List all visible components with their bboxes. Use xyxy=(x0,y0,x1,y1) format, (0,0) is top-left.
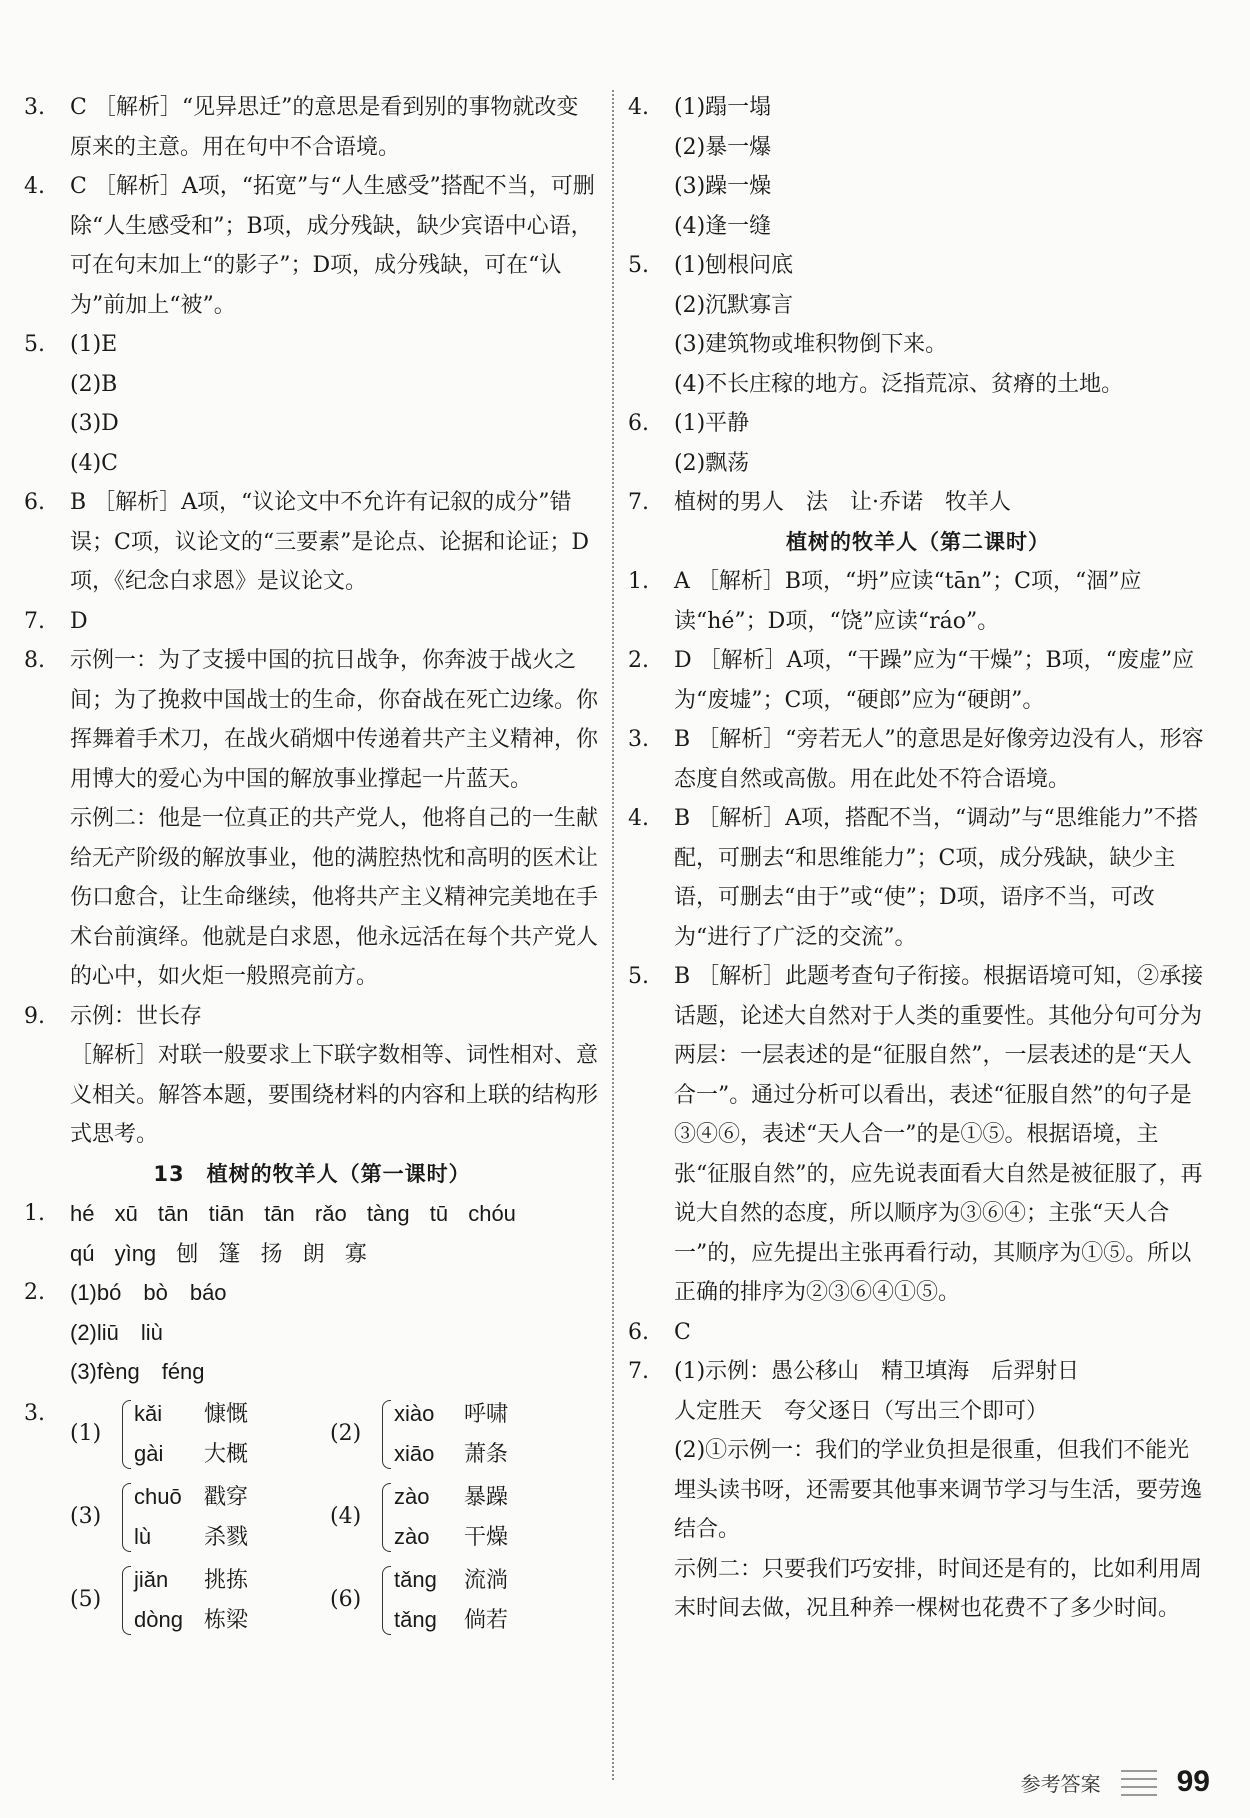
answer-text: C ［解析］A项，“拓宽”与“人生感受”搭配不当，可删除“人生感受和”；B项，成分残缺，缺少宾语中心语，可在句末加上“的影子”；D项，成分残缺，可在“认为”前加上“被”。 xyxy=(70,174,595,318)
sub-answer: (1)bó bò báo xyxy=(70,1280,227,1305)
item-number: 8. xyxy=(24,648,45,673)
pinyin-line: hé xū tān tiān tān rǎo tàng tū chóu xyxy=(70,1201,516,1226)
pinyin: zào xyxy=(394,1524,430,1549)
pinyin: xiào xyxy=(394,1400,435,1426)
answer-item xyxy=(628,246,1208,404)
item-number: 3. xyxy=(24,1400,45,1426)
answer-item xyxy=(628,562,1208,641)
sub-answer: (1)刨根问底 xyxy=(674,253,794,278)
word: 挑拣 xyxy=(204,1567,249,1593)
answer-item xyxy=(628,957,1208,1313)
answer-text: B ［解析］A项，搭配不当，“调动”与“思维能力”不搭配，可删去“和思维能力”；C项，成分残缺，缺少主语，可删去“由于”或“使”；D项，语序不当，可改为“进行了广泛的交流”。 xyxy=(674,806,1199,950)
word: 慷慨 xyxy=(204,1401,249,1427)
answer-text: (2)①示例一：我们的学业负担是很重，但我们不能光埋头读书呀，还需要其他事来调节学习与生活，要劳逸结合。 xyxy=(674,1438,1203,1542)
sub-answer: (3)建筑物或堆积物倒下来。 xyxy=(674,332,948,357)
pinyin: tǎng xyxy=(394,1607,437,1632)
item-number: 3. xyxy=(628,727,649,752)
brace-group xyxy=(330,1477,590,1558)
book-icon xyxy=(1117,1764,1161,1800)
pinyin: kǎi xyxy=(134,1400,163,1426)
answer-text: C ［解析］“见异思迁”的意思是看到别的事物就改变原来的主意。用在句中不合语境。 xyxy=(70,95,579,160)
word: 戳穿 xyxy=(204,1484,249,1510)
brace-group xyxy=(70,1560,330,1641)
word: 栋梁 xyxy=(204,1608,249,1633)
item-number: 2. xyxy=(24,1280,45,1305)
answer-text: (1)示例：愚公移山 精卫填海 后羿射日 xyxy=(674,1359,1080,1384)
answer-text: 示例二：他是一位真正的共产党人，他将自己的一生献给无产阶级的解放事业，他的满腔热忱和高明的医术让伤口愈合，让生命继续，他将共产主义精神完美地在手术台前演绎。他就是白求恩，他永远活在每个共产党人的心中，如火炬一般照亮前方。 xyxy=(70,806,599,989)
group-label: (3) xyxy=(70,1504,102,1530)
answer-text: 人定胜天 夸父逐日（写出三个即可） xyxy=(674,1398,1049,1424)
right-column xyxy=(628,88,1208,1629)
item-number: 9. xyxy=(24,1003,45,1029)
brace-group xyxy=(70,1477,330,1558)
pinyin: dòng xyxy=(134,1607,183,1632)
answer-item xyxy=(24,1194,600,1273)
answer-item xyxy=(24,88,600,167)
sub-answer: (1)平静 xyxy=(674,411,750,436)
item-number: 5. xyxy=(628,253,649,278)
item-number: 4. xyxy=(24,174,45,199)
item-number: 3. xyxy=(24,95,45,120)
item-number: 4. xyxy=(628,95,649,120)
word: 流淌 xyxy=(464,1567,509,1593)
section-heading: 13 植树的牧羊人（第一课时） xyxy=(153,1161,471,1186)
answer-text: 示例二：只要我们巧安排，时间还是有的，比如利用周末时间去做，况且种养一棵树也花费不了多少时间。 xyxy=(674,1556,1203,1621)
group-label: (6) xyxy=(330,1587,362,1613)
sub-answer: (4)逢一缝 xyxy=(674,213,772,239)
answer-text: ［解析］对联一般要求上下联字数相等、词性相对、意义相关。解答本题，要围绕材料的内容和上联的结构形式思考。 xyxy=(70,1043,599,1147)
sub-answer: (2)B xyxy=(70,371,118,397)
left-column xyxy=(24,88,600,1643)
group-label: (4) xyxy=(330,1504,362,1530)
sub-answer: (2)暴一爆 xyxy=(674,134,772,160)
answer-text: D xyxy=(70,608,88,634)
pinyin: jiǎn xyxy=(134,1566,169,1592)
item-number: 7. xyxy=(24,608,45,634)
item-number: 6. xyxy=(628,1319,649,1345)
answer-item xyxy=(628,720,1208,799)
sub-answer: (1)蹋一塌 xyxy=(674,95,772,120)
brace-group xyxy=(330,1394,590,1475)
sub-answer: (4)不长庄稼的地方。泛指荒凉、贫瘠的土地。 xyxy=(674,371,1124,397)
footer-label: 参考答案 xyxy=(1020,1771,1101,1796)
item-number: 4. xyxy=(628,806,649,831)
answer-item xyxy=(24,167,600,325)
answer-text: D ［解析］A项，“干躁”应为“干燥”；B项，“废虚”应为“废墟”；C项，“硬郎”应为“硬朗”。 xyxy=(674,648,1195,713)
sub-answer: (2)liū liù xyxy=(70,1319,163,1345)
answer-item xyxy=(24,997,600,1155)
answer-item xyxy=(24,641,600,997)
group-label: (1) xyxy=(70,1421,102,1447)
pinyin: lù xyxy=(134,1524,152,1549)
word: 萧条 xyxy=(464,1442,509,1467)
pinyin: zào xyxy=(394,1483,430,1509)
answer-item xyxy=(628,799,1208,957)
page-number: 99 xyxy=(1176,1765,1210,1798)
answer-text: 示例一：为了支援中国的抗日战争，你奔波于战火之间；为了挽救中国战士的生命，你奋战在死亡边缘。你挥舞着手术刀，在战火硝烟中传递着共产主义精神，你用博大的爱心为中国的解放事业撑起一片蓝天。 xyxy=(70,648,599,792)
word: 倘若 xyxy=(464,1608,509,1633)
item-number: 1. xyxy=(628,569,649,594)
answer-text: 植树的男人 法 让·乔诺 牧羊人 xyxy=(674,490,1011,515)
answer-item xyxy=(24,1273,600,1392)
word: 呼啸 xyxy=(464,1401,509,1427)
word: 暴躁 xyxy=(464,1484,509,1510)
answer-item xyxy=(628,1313,1208,1353)
item-number: 6. xyxy=(628,411,649,436)
answer-text: A ［解析］B项，“坍”应读“tān”；C项，“涸”应读“hé”；D项，“饶”应读“ráo”。 xyxy=(674,569,1142,634)
item-number: 7. xyxy=(628,490,649,515)
answer-item xyxy=(628,641,1208,720)
answer-item xyxy=(24,1394,600,1641)
answer-item xyxy=(628,483,1208,523)
item-number: 5. xyxy=(628,964,649,989)
pinyin: tǎng xyxy=(394,1566,437,1592)
item-number: 7. xyxy=(628,1359,649,1384)
sub-answer: (1)E xyxy=(70,332,118,357)
answer-item xyxy=(628,404,1208,483)
sub-answer: (3)躁一燥 xyxy=(674,174,772,199)
sub-answer: (3)D xyxy=(70,411,119,436)
pinyin: gài xyxy=(134,1441,164,1466)
answer-text: 示例：世长存 xyxy=(70,1003,203,1029)
item-number: 1. xyxy=(24,1201,45,1226)
sub-answer: (3)fèng féng xyxy=(70,1359,205,1384)
section-heading: 植树的牧羊人（第二课时） xyxy=(786,529,1050,554)
brace-group xyxy=(330,1560,590,1641)
answer-text: B ［解析］A项，“议论文中不允许有记叙的成分”错误；C项，议论文的“三要素”是论点、论据和论证；D项，《纪念白求恩》是议论文。 xyxy=(70,490,589,594)
answer-text: B ［解析］此题考查句子衔接。根据语境可知，②承接话题，论述大自然对于人类的重要性。其他分句可分为两层：一层表述的是“征服自然”，一层表述的是“天人合一”。通过分析可以看出，表述“征服自然”的句子是③④⑥，表述“天人合一”的是①⑤。根据语境，主张“征服自然”的，应先说表面看大自然是被征服了，再说大自然的态度，所以顺序为③⑥④；主张“天人合一”的，应先提出主张再看行动，其顺序为①⑤。所以正确的排序为②③⑥④①⑤。 xyxy=(674,964,1204,1305)
answer-item xyxy=(24,325,600,483)
answer-text: B ［解析］“旁若无人”的意思是好像旁边没有人，形容态度自然或高傲。用在此处不符合语境。 xyxy=(674,727,1204,792)
answer-item xyxy=(628,88,1208,246)
item-number: 2. xyxy=(628,648,649,673)
word: 干燥 xyxy=(464,1525,509,1550)
sub-answer: (2)沉默寡言 xyxy=(674,292,794,318)
answer-item xyxy=(24,483,600,602)
column-divider xyxy=(612,90,614,1780)
page-footer xyxy=(1021,1764,1210,1800)
pinyin-line: qú yìng 刨 篷 扬 朗 寡 xyxy=(70,1240,367,1266)
group-label: (2) xyxy=(330,1421,362,1447)
pinyin: xiāo xyxy=(394,1441,435,1466)
item-number: 6. xyxy=(24,490,45,515)
item-number: 5. xyxy=(24,332,45,357)
answer-text: C xyxy=(674,1319,691,1345)
answer-item xyxy=(628,1352,1208,1629)
word: 杀戮 xyxy=(204,1525,249,1550)
brace-group xyxy=(70,1394,330,1475)
group-label: (5) xyxy=(70,1587,102,1613)
word: 大概 xyxy=(204,1442,249,1467)
sub-answer: (4)C xyxy=(70,450,118,476)
pinyin: chuō xyxy=(134,1483,182,1509)
sub-answer: (2)飘荡 xyxy=(674,450,750,476)
answer-item xyxy=(24,602,600,642)
